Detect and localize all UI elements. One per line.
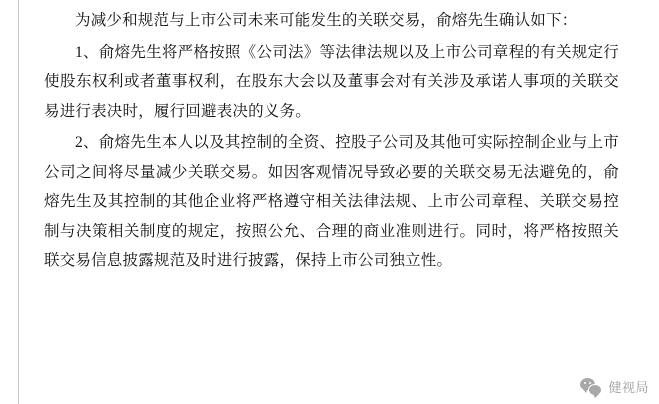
paragraph-item-2: 2、俞熔先生本人以及其控制的全资、控股子公司及其他可实际控制企业与上市公司之间将尽量减少关联交易。如因客观情况导致必要的关联交易无法避免的，俞熔先生及其控制的其他企业将严格遵守相关法律法规、上市公司章程、关联交易控制与决策相关制度的规定，按照公允、合理的商业准则进行。同时，将严格按照关联交易信息披露规范及时进行披露，保持上市公司独立性。 xyxy=(44,134,619,269)
paragraph-intro: 为减少和规范与上市公司未来可能发生的关联交易，俞熔先生确认如下： xyxy=(75,12,578,29)
document-body xyxy=(44,6,619,278)
paragraph-item-1: 1、俞熔先生将严格按照《公司法》等法律法规以及上市公司章程的有关规定行使股东权利或者董事权利，在股东大会以及董事会对有关涉及承诺人事项的关联交易进行表决时，履行回避表决的义务。 xyxy=(44,43,619,120)
wechat-icon xyxy=(580,377,602,396)
page-edge-rule xyxy=(18,0,19,404)
wechat-account-watermark xyxy=(580,377,649,396)
wechat-account-name: 健视局 xyxy=(608,380,649,395)
